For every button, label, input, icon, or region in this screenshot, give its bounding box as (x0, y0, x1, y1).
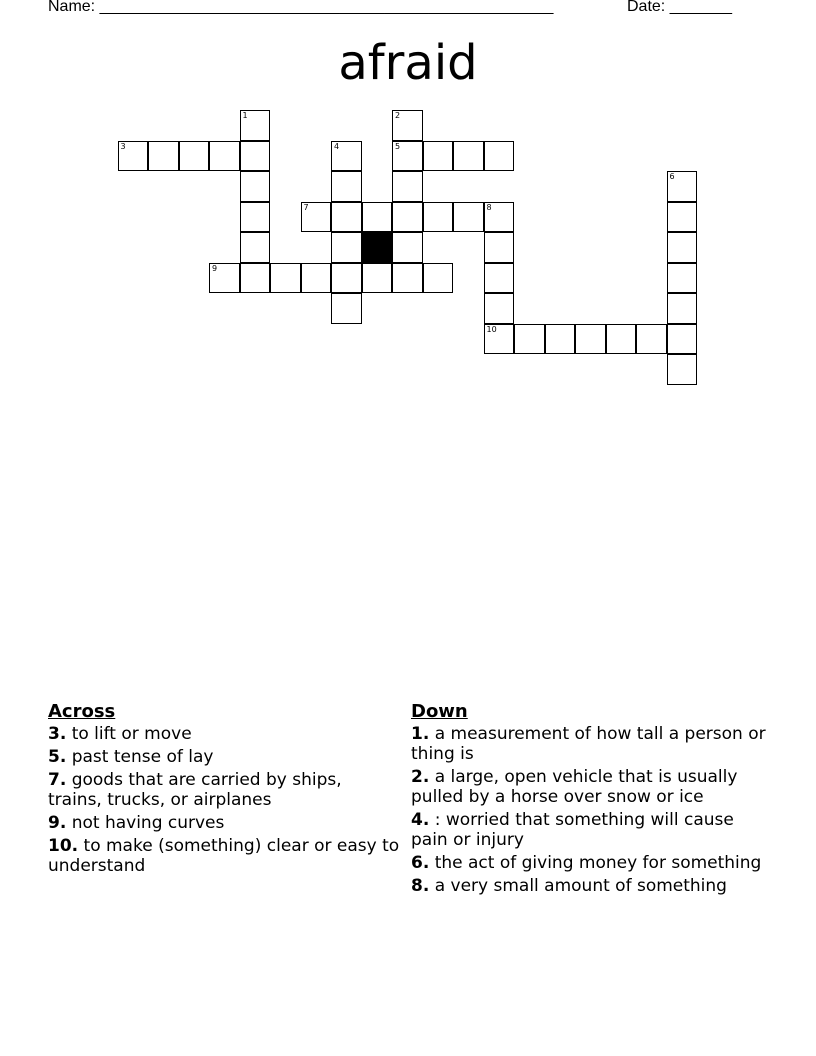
grid-cell[interactable] (331, 141, 362, 172)
grid-cell[interactable] (667, 293, 698, 324)
grid-cell[interactable] (484, 324, 515, 355)
grid-cell[interactable] (484, 293, 515, 324)
clue-text: to make (something) clear or easy to understand (48, 836, 400, 876)
grid-cell[interactable] (423, 263, 454, 294)
clue-number: 8. (411, 876, 430, 896)
grid-cell[interactable] (118, 141, 149, 172)
grid-cell[interactable] (209, 141, 240, 172)
clue-number: 9. (48, 813, 67, 833)
down-clue (411, 724, 766, 764)
grid-cell[interactable] (331, 293, 362, 324)
grid-cell[interactable] (240, 202, 271, 233)
clue-text: past tense of lay (66, 747, 214, 767)
clue-text: not having curves (66, 813, 225, 833)
grid-cell[interactable] (392, 232, 423, 263)
grid-cell[interactable] (575, 324, 606, 355)
grid-cell[interactable] (240, 141, 271, 172)
clue-number: 9 (212, 263, 218, 273)
grid-cell[interactable] (667, 354, 698, 385)
clue-number: 1. (411, 724, 430, 744)
clue-text: goods that are carried by ships, trains, trucks, or airplanes (48, 770, 342, 810)
across-clue (48, 724, 400, 744)
clue-number: 3. (48, 724, 67, 744)
grid-cell[interactable] (392, 202, 423, 233)
clue-number: 10. (48, 836, 79, 856)
crossword-grid (0, 0, 816, 420)
grid-cell[interactable] (667, 202, 698, 233)
clue-number: 5 (395, 141, 401, 151)
grid-cell[interactable] (667, 263, 698, 294)
across-clue-list (48, 724, 400, 876)
grid-cell[interactable] (240, 171, 271, 202)
grid-cell[interactable] (667, 171, 698, 202)
grid-cell[interactable] (392, 171, 423, 202)
grid-cell[interactable] (667, 232, 698, 263)
grid-cell[interactable] (331, 232, 362, 263)
across-clue (48, 813, 400, 833)
black-square (362, 232, 393, 263)
grid-cell[interactable] (392, 110, 423, 141)
grid-cell[interactable] (606, 324, 637, 355)
clue-number: 6. (411, 853, 430, 873)
grid-cell[interactable] (240, 110, 271, 141)
grid-cell[interactable] (636, 324, 667, 355)
grid-cell[interactable] (484, 232, 515, 263)
grid-cell[interactable] (423, 202, 454, 233)
grid-cell[interactable] (484, 263, 515, 294)
clue-text: : worried that something will cause pain or injury (411, 810, 734, 850)
down-clue-list (411, 724, 766, 896)
clue-number: 4 (334, 141, 340, 151)
clue-number: 7 (303, 202, 309, 212)
down-clue (411, 853, 766, 873)
grid-cell[interactable] (423, 141, 454, 172)
down-clue (411, 810, 766, 850)
grid-cell[interactable] (453, 202, 484, 233)
grid-cell[interactable] (240, 263, 271, 294)
across-heading: Across (48, 701, 116, 722)
grid-cell[interactable] (301, 202, 332, 233)
clue-number: 8 (486, 202, 492, 212)
grid-cell[interactable] (209, 263, 240, 294)
grid-cell[interactable] (362, 263, 393, 294)
down-clue (411, 767, 766, 807)
clue-number: 3 (120, 141, 126, 151)
clue-number: 2 (395, 111, 401, 120)
grid-cell[interactable] (392, 263, 423, 294)
clue-text: to lift or move (66, 724, 192, 744)
clue-number: 1 (242, 111, 248, 120)
page-title: afraid (338, 35, 478, 91)
grid-cell[interactable] (240, 232, 271, 263)
clue-number: 4. (411, 810, 430, 830)
grid-cell[interactable] (301, 263, 332, 294)
down-clues (411, 700, 766, 899)
date-field-label: Date: _______ (627, 0, 732, 15)
grid-cell[interactable] (545, 324, 576, 355)
clue-text: the act of giving money for something (429, 853, 762, 873)
grid-cell[interactable] (148, 141, 179, 172)
grid-cell[interactable] (484, 202, 515, 233)
grid-cell[interactable] (331, 171, 362, 202)
grid-cell[interactable] (453, 141, 484, 172)
across-clues (48, 700, 400, 879)
clue-number: 10 (486, 324, 497, 334)
grid-cell[interactable] (331, 263, 362, 294)
down-heading: Down (411, 701, 468, 722)
grid-cell[interactable] (331, 202, 362, 233)
clue-number: 7. (48, 770, 67, 790)
clue-number: 2. (411, 767, 430, 787)
across-clue (48, 836, 400, 876)
grid-cell[interactable] (179, 141, 210, 172)
clue-number: 5. (48, 747, 67, 767)
name-field-label: Name: ___________________________________________________ (48, 0, 554, 15)
across-clue (48, 747, 400, 767)
clue-text: a very small amount of something (429, 876, 727, 896)
grid-cell[interactable] (484, 141, 515, 172)
across-clue (48, 770, 400, 810)
clue-text: a large, open vehicle that is usually pulled by a horse over snow or ice (411, 767, 738, 807)
clue-number: 6 (669, 172, 675, 181)
down-clue (411, 876, 766, 896)
grid-cell[interactable] (270, 263, 301, 294)
clue-text: a measurement of how tall a person or thing is (411, 724, 766, 764)
grid-cell[interactable] (514, 324, 545, 355)
grid-cell[interactable] (392, 141, 423, 172)
grid-cell[interactable] (667, 324, 698, 355)
grid-cell[interactable] (362, 202, 393, 233)
